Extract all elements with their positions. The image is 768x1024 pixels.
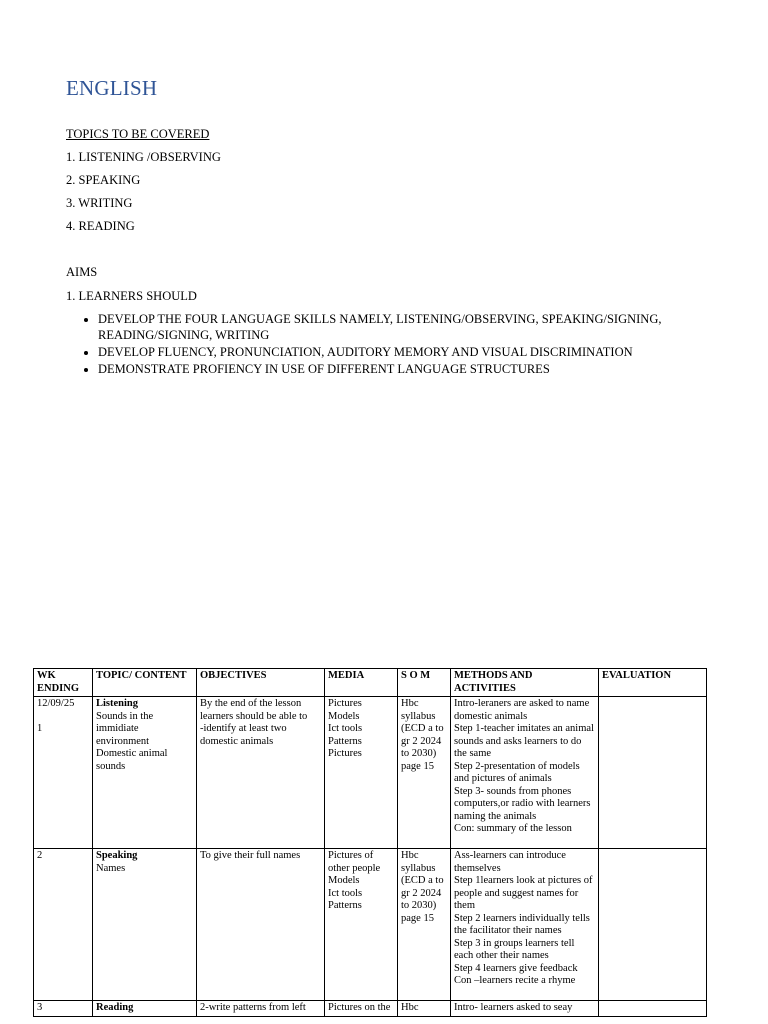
aims-bullet: • DEMONSTRATE PROFIENCY IN USE OF DIFFERENT LANGUAGE STRUCTURES [98,361,738,377]
cell-evaluation [599,1001,707,1017]
table-row [34,1001,707,1017]
header-topic-content: TOPIC/ CONTENT [93,669,197,697]
topic-title: Speaking [96,850,138,861]
cell-media: Pictures on the [325,1001,398,1017]
header-media: MEDIA [325,669,398,697]
cell-wk: 2 [34,849,93,1001]
cell-som: Hbc [398,1001,451,1017]
header-objectives: OBJECTIVES [197,669,325,697]
aims-bullet: • DEVELOP THE FOUR LANGUAGE SKILLS NAMELY, LISTENING/OBSERVING, SPEAKING/SIGNING, READING/SIGNING, WRITING [98,311,738,343]
cell-objectives: 2-write patterns from left [197,1001,325,1017]
cell-wk: 3 [34,1001,93,1017]
aims-bullet-list [66,311,738,378]
topic-item: 3. WRITING [66,196,133,210]
header-som: S O M [398,669,451,697]
cell-media: Pictures of other people Models Ict tools Patterns [325,849,398,1001]
cell-som: Hbc syllabus (ECD a to gr 2 2024 to 2030) page 15 [398,849,451,1001]
topic-title: Listening [96,698,139,709]
topic-item: 2. SPEAKING [66,173,141,187]
cell-objectives: By the end of the lesson learners should be able to -identify at least two domestic animals [197,697,325,849]
table-row [34,849,707,1001]
cell-som: Hbc syllabus (ECD a to gr 2 2024 to 2030) page 15 [398,697,451,849]
header-evaluation: EVALUATION [599,669,707,697]
topics-heading: TOPICS TO BE COVERED [66,127,210,141]
cell-methods: Intro- learners asked to seay [451,1001,599,1017]
topic-item: 4. READING [66,219,135,233]
cell-evaluation [599,849,707,1001]
topic-body: Names [96,862,126,874]
aims-bullet: • DEVELOP FLUENCY, PRONUNCIATION, AUDITORY MEMORY AND VISUAL DISCRIMINATION [98,344,738,360]
header-wk-ending: WK ENDING [34,669,93,697]
cell-objectives: To give their full names [197,849,325,1001]
cell-topic [93,849,197,1001]
header-methods: METHODS AND ACTIVITIES [451,669,599,697]
topic-title: Reading [96,1002,134,1013]
document-heading: ENGLISH [66,76,158,100]
lesson-plan-table [33,668,707,1017]
cell-methods: Intro-leraners are asked to name domestic animals Step 1-teacher imitates an animal sounds and asks learners to do the same Step 2-presentation of models and pictures of animals Step 3- sounds from phones computers,or radio with learners naming the animals Con: summary of the lesson [451,697,599,849]
aims-heading: AIMS [66,265,98,279]
cell-methods: Ass-learners can introduce themselves Step 1learners look at pictures of people and suggest names for them Step 2 learners individually tells the facilitator their names Step 3 in groups learners tell each other their names Step 4 learners give feedback Con –learners recite a rhyme [451,849,599,1001]
cell-evaluation [599,697,707,849]
cell-wk: 12/09/25 1 [34,697,93,849]
table-header-row [34,669,707,697]
topic-body: Sounds in the immidiate environment Domestic animal sounds [96,710,168,772]
cell-topic [93,697,197,849]
cell-media: Pictures Models Ict tools Patterns Pictures [325,697,398,849]
topic-item: 1. LISTENING /OBSERVING [66,150,221,164]
cell-topic [93,1001,197,1017]
table-row [34,697,707,849]
aims-intro: 1. LEARNERS SHOULD [66,289,197,303]
